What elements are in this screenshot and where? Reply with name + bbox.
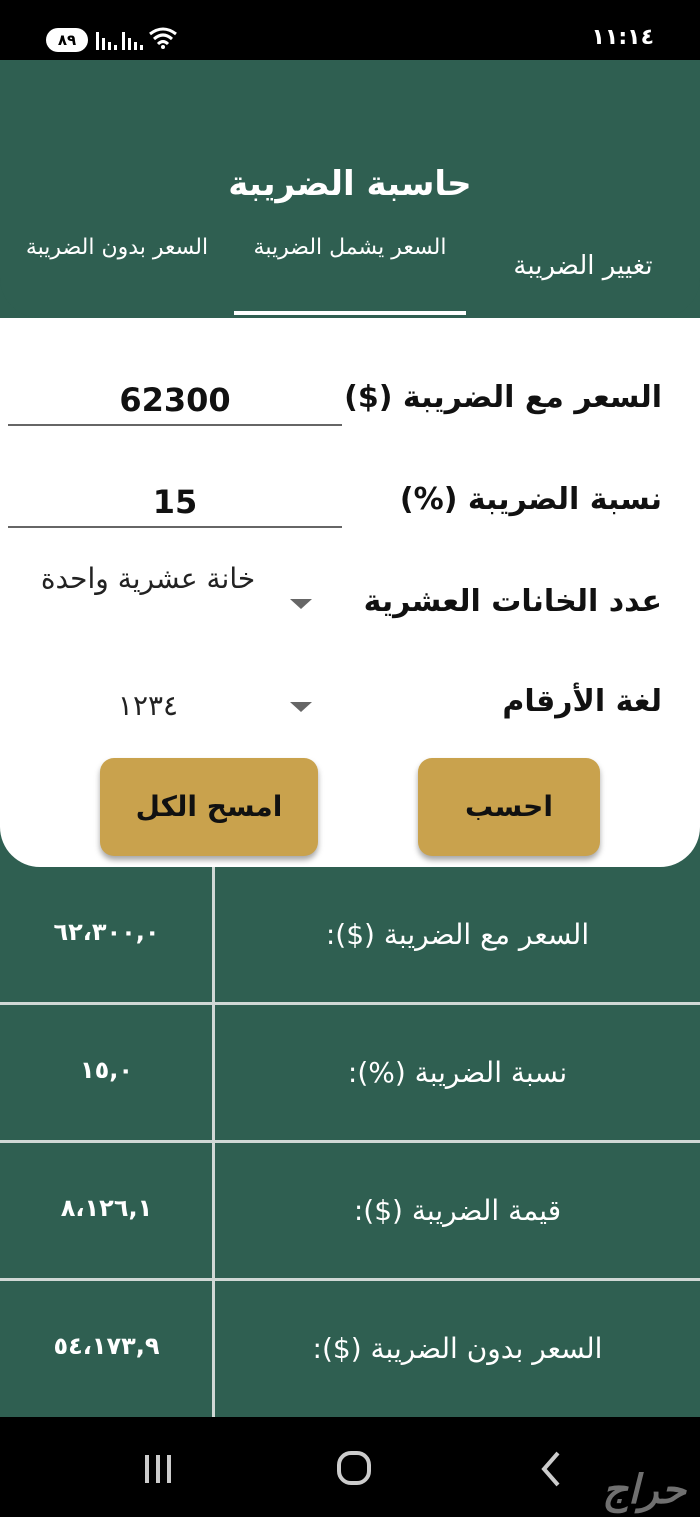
clock: ١١:١٤ bbox=[591, 25, 654, 50]
table-row bbox=[0, 867, 700, 1005]
price-with-tax-input[interactable] bbox=[8, 376, 342, 426]
result-label: نسبة الضريبة (%): bbox=[347, 1056, 568, 1089]
tax-rate-label: نسبة الضريبة (%) bbox=[399, 482, 662, 517]
chevron-down-icon bbox=[290, 599, 312, 609]
app-header bbox=[0, 60, 700, 318]
tax-rate-input[interactable] bbox=[8, 478, 342, 528]
result-value: ٨،١٢٦,١ bbox=[60, 1194, 153, 1222]
decimals-label: عدد الخانات العشرية bbox=[363, 584, 662, 619]
tab-price-excluding-tax[interactable]: السعر بدون الضريبة bbox=[25, 235, 209, 260]
calculator-form bbox=[0, 318, 700, 867]
result-label: السعر مع الضريبة ($): bbox=[325, 918, 590, 951]
column-divider bbox=[212, 867, 215, 1417]
result-label: قيمة الضريبة ($): bbox=[353, 1194, 562, 1227]
page-title: حاسبة الضريبة bbox=[228, 164, 472, 204]
battery-indicator: ٨٩ bbox=[46, 28, 88, 52]
signal-icon-2 bbox=[122, 30, 143, 50]
wifi-icon bbox=[148, 26, 178, 50]
table-row bbox=[0, 1143, 700, 1281]
back-icon[interactable] bbox=[520, 1447, 580, 1491]
chevron-down-icon bbox=[290, 702, 312, 712]
tab-change-tax[interactable]: تغيير الضريبة bbox=[513, 251, 653, 281]
tab-price-including-tax[interactable]: السعر يشمل الضريبة bbox=[253, 235, 447, 260]
calculate-button[interactable]: احسب bbox=[418, 758, 600, 856]
haraj-watermark: حراج bbox=[602, 1467, 686, 1513]
digits-language-label: لغة الأرقام bbox=[502, 684, 662, 719]
result-value: ١٥,٠ bbox=[79, 1056, 134, 1084]
table-row bbox=[0, 1281, 700, 1419]
recent-apps-icon[interactable] bbox=[128, 1447, 188, 1491]
price-with-tax-label: السعر مع الضريبة ($) bbox=[344, 380, 662, 415]
decimals-select[interactable] bbox=[28, 554, 318, 654]
digits-language-selected-value: ١٢٣٤ bbox=[117, 689, 179, 722]
clear-all-button[interactable]: امسح الكل bbox=[100, 758, 318, 856]
digits-language-select[interactable] bbox=[28, 680, 318, 732]
system-nav-bar bbox=[0, 1417, 700, 1517]
table-row bbox=[0, 1005, 700, 1143]
status-bar bbox=[0, 0, 700, 60]
decimals-selected-value: خانة عشرية واحدة bbox=[40, 562, 256, 595]
signal-icon bbox=[96, 30, 117, 50]
selected-tab-indicator bbox=[234, 311, 466, 315]
result-value: ٦٢،٣٠٠,٠ bbox=[53, 918, 160, 946]
result-label: السعر بدون الضريبة ($): bbox=[312, 1332, 603, 1365]
result-value: ٥٤،١٧٣,٩ bbox=[53, 1332, 160, 1360]
results-table bbox=[0, 867, 700, 1417]
home-icon[interactable] bbox=[324, 1447, 384, 1491]
